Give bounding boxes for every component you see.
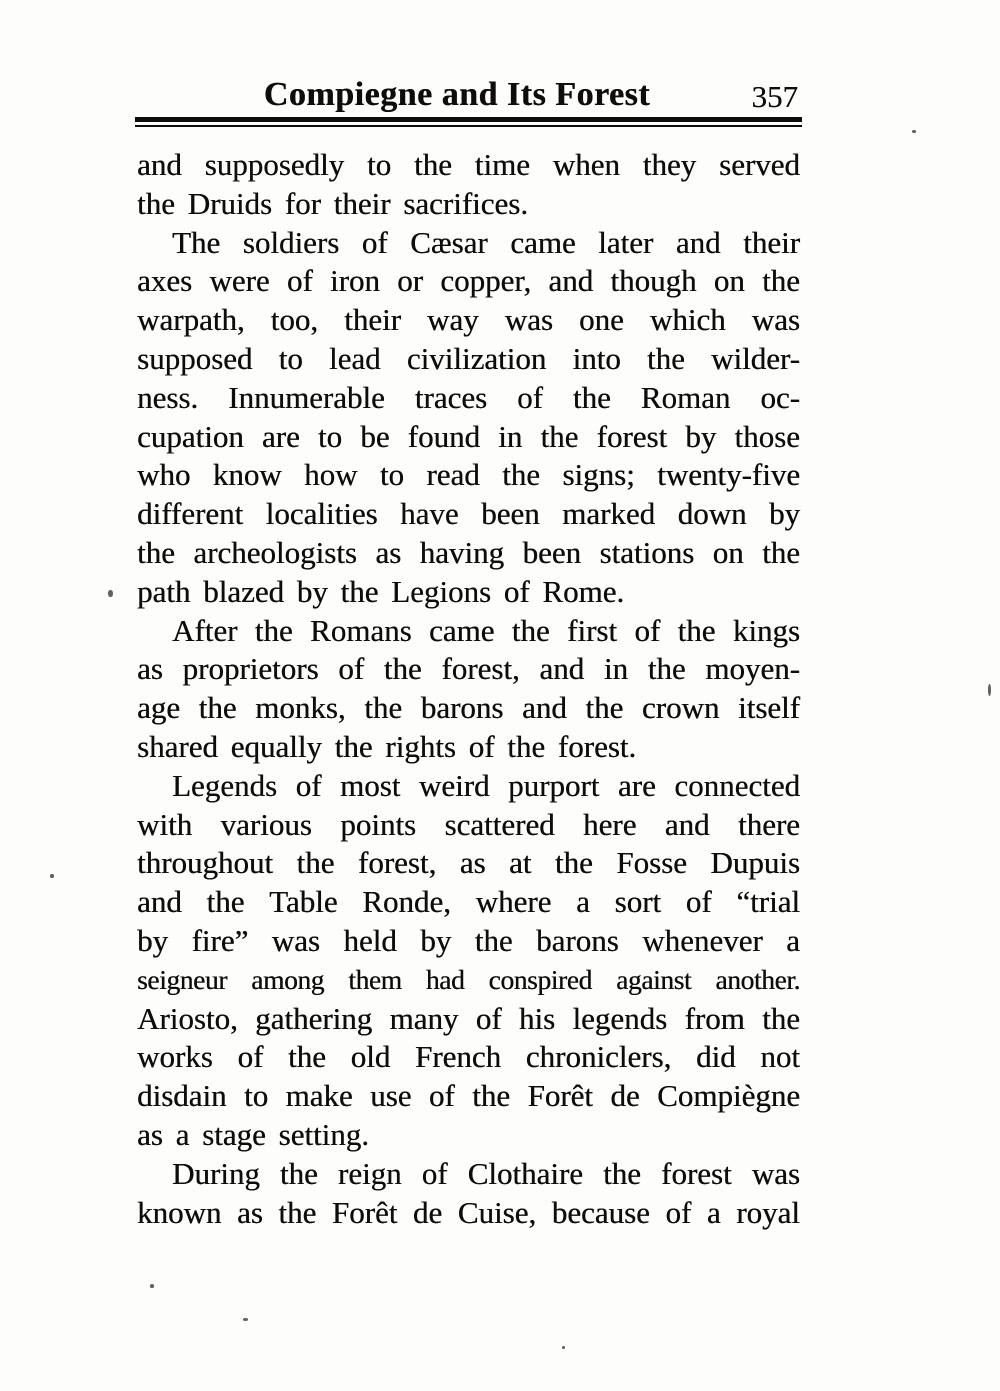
scan-speck: [912, 130, 916, 133]
paragraph: [137, 1155, 800, 1233]
page-number: 357: [751, 79, 798, 114]
text-line: and supposedly to the time when they served: [137, 147, 800, 182]
text-line: by fire” was held by the barons whenever a: [137, 922, 800, 958]
text-line: axes were of iron or copper, and though on the: [137, 263, 800, 299]
text-line: age the monks, the barons and the crown itself: [137, 690, 800, 726]
text-line: known as the Forêt de Cuise, because of a royal: [137, 1194, 800, 1230]
text-line: path blazed by the Legions of Rome.: [137, 573, 625, 609]
text-line: During the reign of Clothaire the forest was: [172, 1155, 800, 1191]
text-line: cupation are to be found in the forest by those: [137, 418, 800, 454]
text-line: warpath, too, their way was one which was: [137, 302, 800, 338]
paragraph: [137, 224, 800, 612]
page-body: [137, 146, 800, 1232]
scan-speck: [562, 1346, 565, 1349]
text-line: the archeologists as having been stations on the: [137, 534, 800, 570]
scan-speck: [988, 684, 991, 696]
scan-speck: [150, 1284, 154, 1288]
text-line: works of the old French chroniclers, did not: [137, 1039, 800, 1075]
scan-speck: [50, 874, 54, 878]
paragraph: [137, 146, 800, 224]
text-line: After the Romans came the first of the kings: [172, 612, 800, 648]
header-double-rule: [135, 117, 802, 127]
text-line: ness. Innumerable traces of the Roman oc-: [137, 379, 800, 415]
paragraph: [137, 767, 800, 1155]
text-line: who know how to read the signs; twenty-five: [137, 457, 800, 493]
text-line: The soldiers of Cæsar came later and their: [172, 224, 800, 260]
text-line: supposed to lead civilization into the wilder-: [137, 340, 800, 376]
text-line: and the Table Ronde, where a sort of “trial: [137, 884, 800, 920]
running-head-title: Compiegne and Its Forest: [263, 76, 651, 113]
text-line: disdain to make use of the Forêt de Compiègne: [137, 1078, 800, 1114]
text-line: as proprietors of the forest, and in the moyen-: [137, 651, 800, 687]
page-header: [137, 76, 800, 118]
text-line: Ariosto, gathering many of his legends from the: [137, 1000, 800, 1036]
text-line: shared equally the rights of the forest.: [137, 728, 637, 764]
text-line: with various points scattered here and there: [137, 806, 800, 842]
text-line: the Druids for their sacrifices.: [137, 185, 529, 221]
text-line: as a stage setting.: [137, 1116, 369, 1152]
paragraph: [137, 612, 800, 767]
scan-speck: [243, 1318, 248, 1321]
text-line: seigneur among them had conspired against another.: [137, 963, 800, 995]
text-line: different localities have been marked down by: [137, 496, 800, 532]
text-line: Legends of most weird purport are connected: [172, 767, 800, 803]
text-line: throughout the forest, as at the Fosse Dupuis: [137, 845, 800, 881]
scan-speck: [108, 590, 113, 597]
